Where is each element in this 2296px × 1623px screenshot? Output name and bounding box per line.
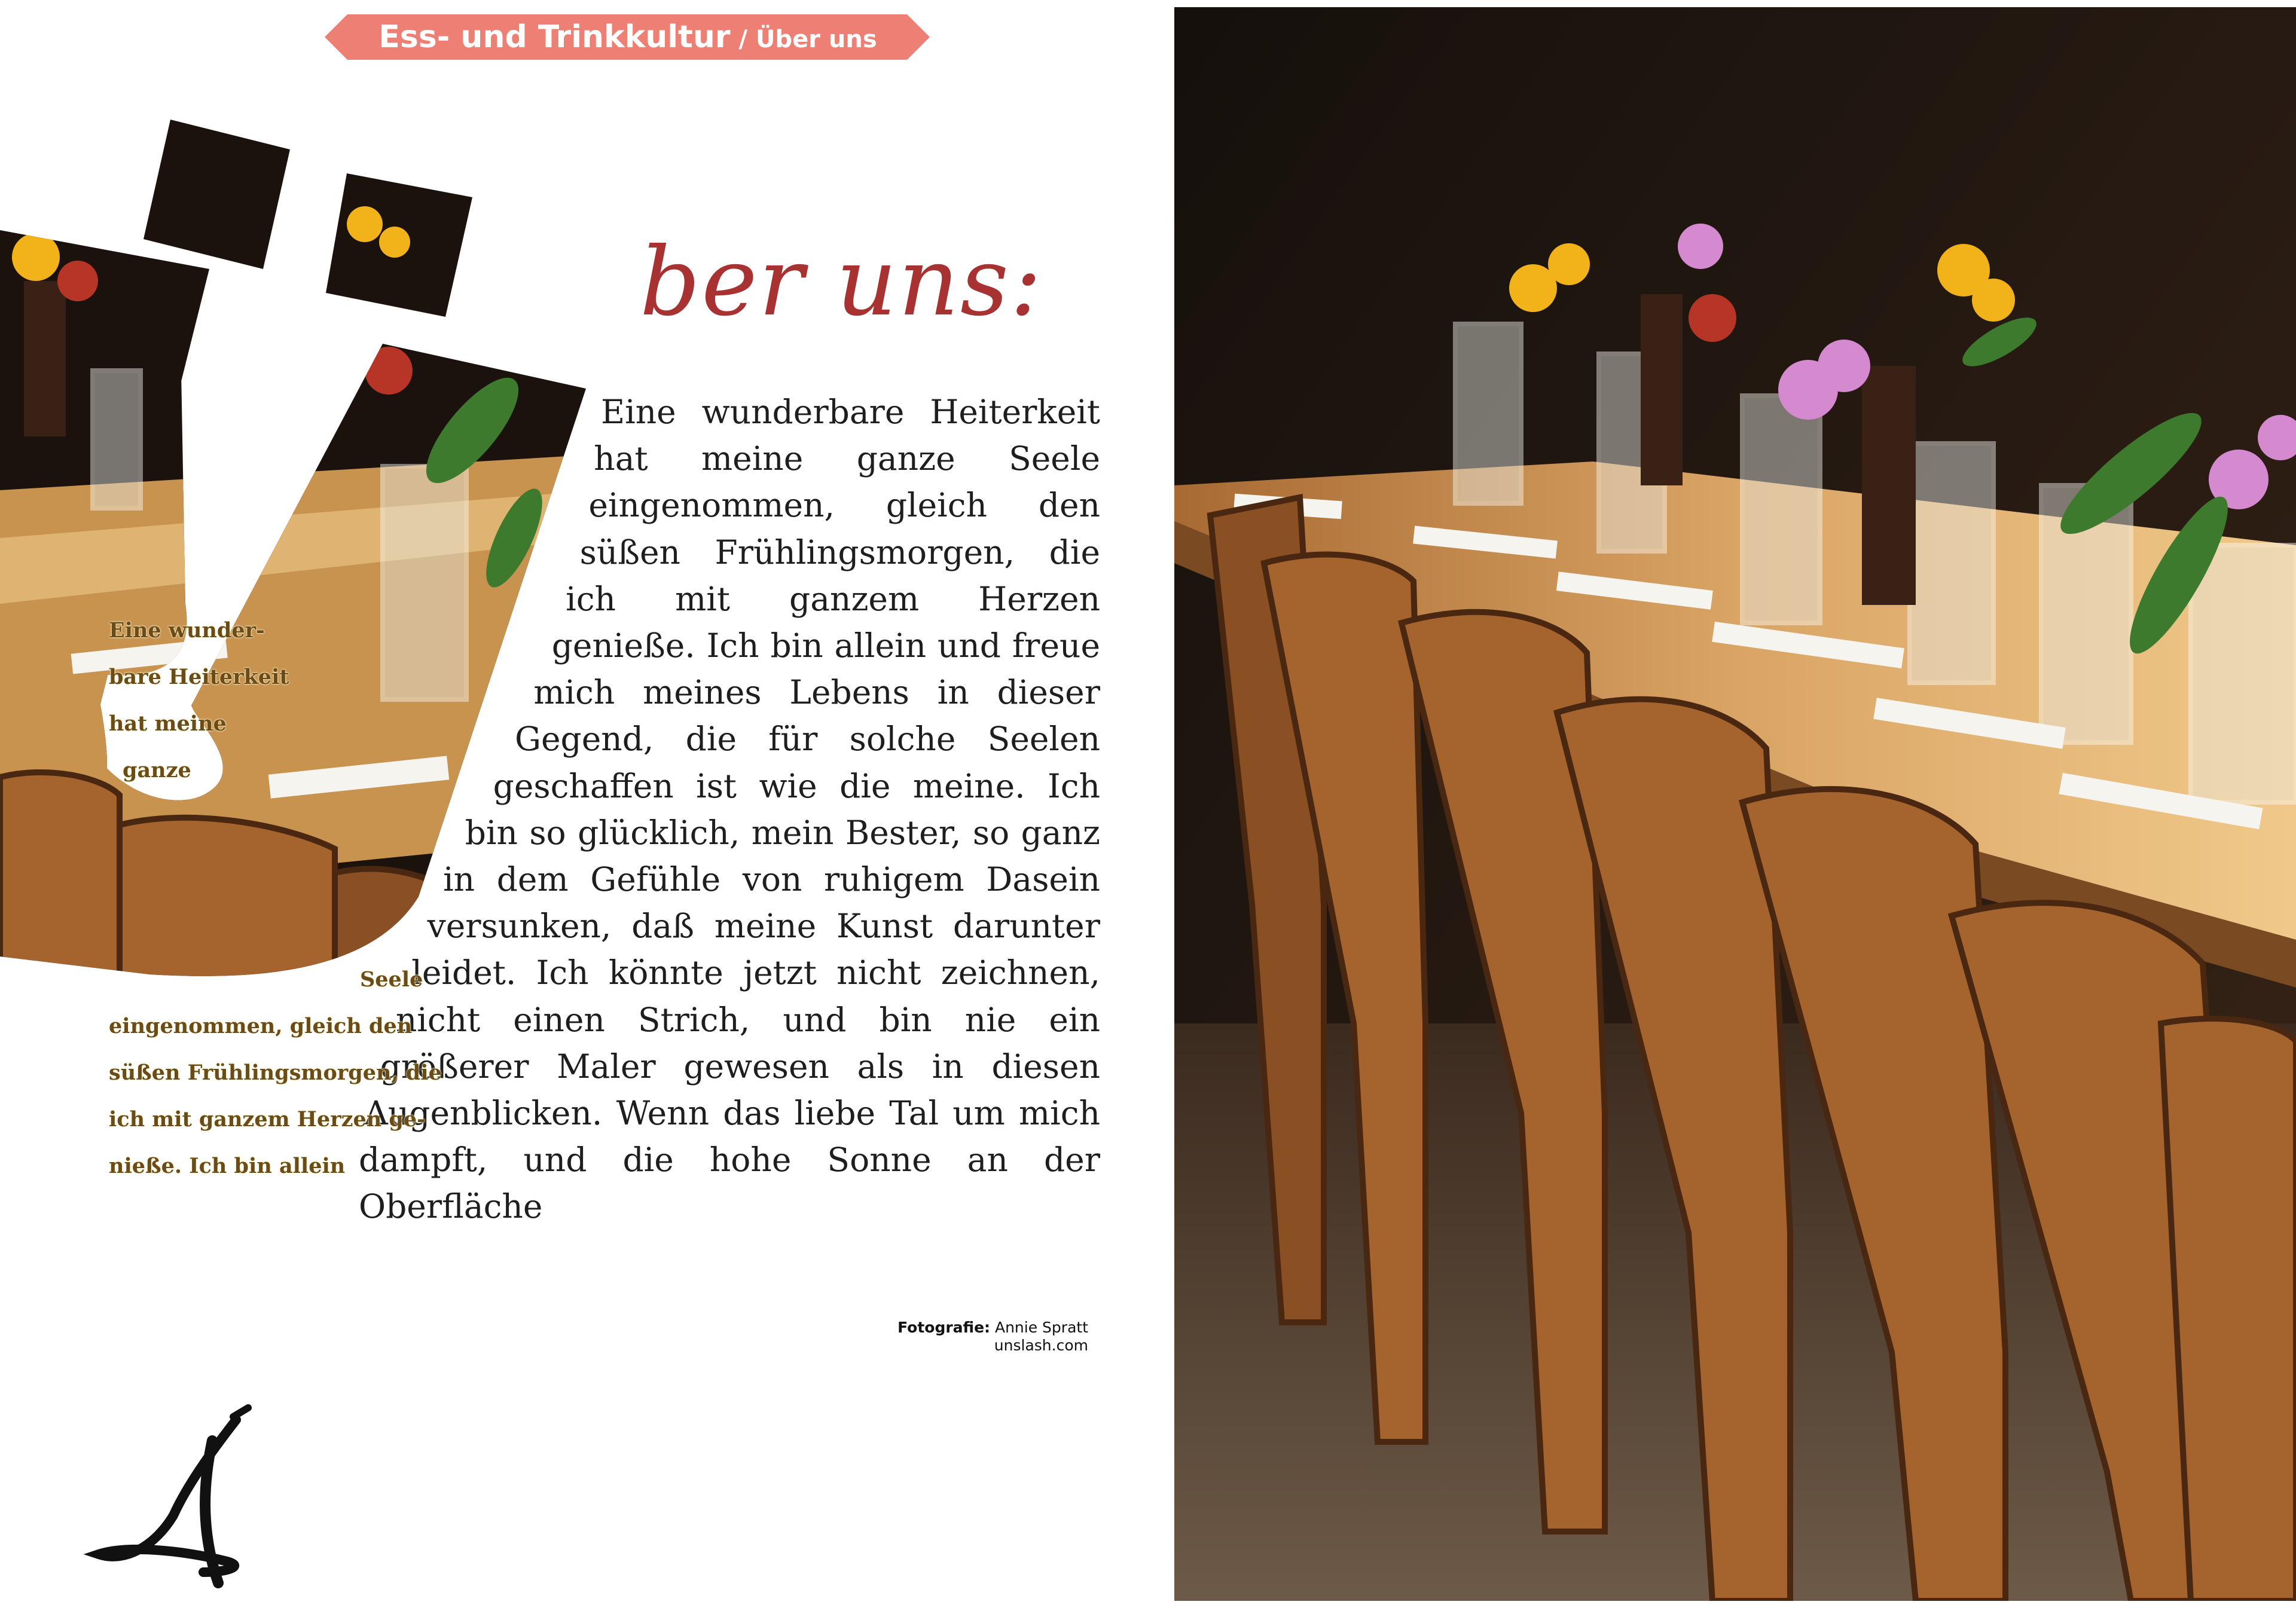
pull-quote-line-4: ganze <box>123 758 191 783</box>
pull-quote-line-5: Seele <box>360 967 423 992</box>
pull-quote-line-7: süßen Frühlingsmorgen, die <box>109 1060 442 1085</box>
article-paragraph: Eine wunderbare Heiterkeit hat meine ganze Seele eingenommen, gleich den süßen Frühlingsmorgen, die ich mit ganzem Herzen genieße. Ich bin allein und freue mich meines Lebens in dieser Gegend, die für solche Seelen geschaffen ist wie die meine. Ich bin so glücklich, mein Bester, so ganz in dem Gefühle von ruhigem Dasein versunken, daß meine Kunst darunter leidet. Ich könnte jetzt nicht zeichnen, nicht einen Strich, und bin nie ein größerer Maler gewesen als in diesen Augenblicken. Wenn das liebe Tal um mich dampft, und die hohe Sonne an der Oberfläche <box>359 393 1100 1226</box>
article-body <box>359 389 1100 1230</box>
photo-credit <box>885 1319 1088 1355</box>
dining-table-photo <box>1174 7 2296 1601</box>
pull-quote-line-1: Eine wunder- <box>109 618 265 643</box>
credit-source: unslash.com <box>994 1337 1088 1354</box>
page-title: ber uns: <box>640 227 1043 337</box>
page-number-glyph <box>84 1393 275 1590</box>
credit-label: Fotografie: <box>897 1319 991 1336</box>
header-section: Über uns <box>756 26 877 53</box>
pull-quote-line-8: ich mit ganzem Herzen ge- <box>109 1107 426 1132</box>
pull-quote-line-6: eingenommen, gleich den <box>109 1014 413 1038</box>
pull-quote-line-9: nieße. Ich bin allein <box>109 1154 346 1178</box>
header-separator: / <box>730 26 756 53</box>
pull-quote-line-3: hat meine <box>109 711 227 736</box>
header-category: Ess- und Trinkkultur <box>378 19 731 55</box>
right-page <box>1148 0 2296 1623</box>
credit-name: Annie Spratt <box>994 1319 1088 1336</box>
pull-quote-line-2: bare Heiterkeit <box>109 665 289 689</box>
